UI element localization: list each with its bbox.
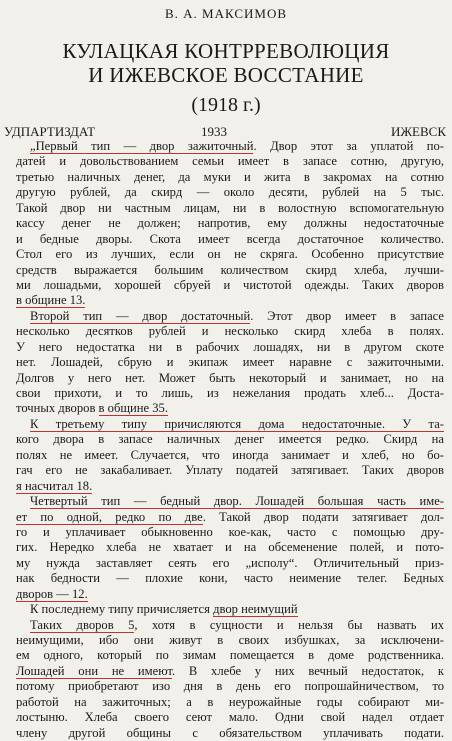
- text-line: Такой двор ни частным лицам, ни в волостную вспомогательную: [16, 200, 444, 215]
- text-line: потому приобретают изо дня в день его попрошайничеством, то: [16, 679, 444, 694]
- text-line: свои прихоти, и то лишь, из нежелания продать хлеб... Доста-: [16, 386, 444, 400]
- text-line: ет по одной, редко по две. Такой двор подати затягивает дол-: [16, 509, 444, 524]
- text-line: го и уплачивает обыкновенно кое-как, часто с помощью дру-: [16, 524, 444, 539]
- text-line: [16, 417, 444, 432]
- text-line: [16, 587, 444, 602]
- highlight-count-35: в общине 35.: [98, 401, 169, 416]
- title-line-1: КУЛАЦКАЯ КОНТРРЕВОЛЮЦИЯ: [62, 39, 390, 63]
- text-line: [16, 293, 444, 308]
- highlight-type-5: двор неимущий: [213, 602, 298, 617]
- highlight-type-1: „Первый тип — двор зажиточный: [30, 139, 254, 153]
- text-line: нак бедности — плохие кони, часто неимение телег. Бедных: [16, 571, 444, 586]
- text-line: Стол его из лучших, если он не скряга. Особенно присутствие: [16, 247, 444, 262]
- text-line: члену другой общины с обязательством уплачивать подати.: [16, 725, 444, 740]
- text-line: „Первый тип — двор зажиточный. Двор этот за уплатой по-: [30, 139, 444, 153]
- text-line: К последнему типу причисляется двор неимущий: [30, 602, 298, 617]
- highlight-type-4: Четвертый тип — бедный двор. Лошадей большая часть име-: [30, 494, 444, 509]
- text-line: Лошадей они не имеют. В хлебе у них вечный недостаток, к: [16, 663, 444, 678]
- text-line: третью наличных денег, да муки и жита в закромах на сотню: [16, 169, 444, 184]
- publisher: УДПАРТИЗДАТ: [4, 124, 96, 139]
- text-line: лостыню. Хлеба своего сеют мало. Одни свой надел отдает: [16, 710, 444, 725]
- highlight-type-2: Второй тип — двор достаточный: [30, 308, 251, 323]
- text-line: Долгов у него нет. Может быть некоторый и занимает, но на: [16, 370, 444, 385]
- text-line: точных дворов в общине 35.: [16, 401, 169, 416]
- highlight-no-horses: Лошадей они не имеют: [16, 663, 172, 678]
- text-line: датей и довольствованием семьи имеет в запасе сотню, другую,: [16, 154, 444, 169]
- text-line: ми лошадьми, хорошей сбруей и чистотой одежды. Таких дворов: [16, 277, 444, 292]
- text-line: кого двора в запасе наличных денег имеется редко. Скирд на: [16, 432, 444, 447]
- text-line: ем одного, который по зимам помещается в доме родственника.: [16, 648, 444, 663]
- text-line: несколько десятков рублей и несколько скирд хлеба в полях.: [16, 324, 444, 339]
- text-line: У него недостатка ни в рабочих лошадях, ни в другом скоте: [16, 339, 444, 354]
- publication-year: 1933: [201, 124, 227, 139]
- text-line: гач его не закабаливает. Уплату податей затягивает. Таких дворов: [16, 463, 444, 478]
- publication-city: ИЖЕВСК: [391, 124, 446, 139]
- highlight-count-5: Таких дворов 5: [30, 617, 135, 632]
- author-name: В. А. МАКСИМОВ: [164, 6, 288, 21]
- highlight-horses: ет по одной, редко по две: [16, 509, 203, 524]
- text-line: неимущими, ибо они живут в своих избушках, за исключени-: [16, 633, 444, 647]
- publication-line: [0, 124, 452, 140]
- highlight-count-18: я насчитал 18.: [16, 478, 93, 493]
- text-line: полях не имеет. Случается, что иногда занимает и хлеб, но бо-: [16, 447, 444, 462]
- text-line: другую рублей, да скирд — около десяти, рублей на 5 тыс.: [16, 185, 444, 200]
- text-line: работой на зажиточных; а в неурожайные годы собирают ми-: [16, 694, 444, 709]
- highlight-count-12: дворов — 12.: [16, 586, 88, 601]
- highlight-type-3: К третьему типу причисляются дома недостаточные. У та-: [30, 416, 444, 431]
- title-year: (1918 г.): [191, 94, 261, 116]
- text-line: Второй тип — двор достаточный. Этот двор имеет в запасе: [30, 308, 444, 323]
- text-line: и бедные дворы. Скота имеет всегда достаточное количество.: [16, 231, 444, 246]
- highlight-count-13: в общине 13.: [16, 293, 86, 308]
- text-line: [16, 479, 444, 494]
- title-line-2: И ИЖЕВСКОЕ ВОССТАНИЕ: [88, 63, 364, 87]
- document-body: [16, 139, 444, 741]
- text-line: [16, 494, 444, 509]
- text-line: средств выражается большим количеством скирд хлеба, лучши-: [16, 262, 444, 277]
- text-line: нет. Лошадей, сбрую и экипаж имеет наравне с зажиточными.: [16, 355, 444, 370]
- text-line: гих. Нередко хлеба не хватает и на обсеменение полей, и пото-: [16, 540, 444, 555]
- text-line: кассу денег не должен; напротив, ему должны недостаточные: [16, 216, 444, 231]
- text-line: Таких дворов 5, хотя в сущности и нельзя бы назвать их: [30, 617, 444, 632]
- text-line: му нужда заставляет сеять его „исполу“. Отличительный приз-: [16, 555, 444, 570]
